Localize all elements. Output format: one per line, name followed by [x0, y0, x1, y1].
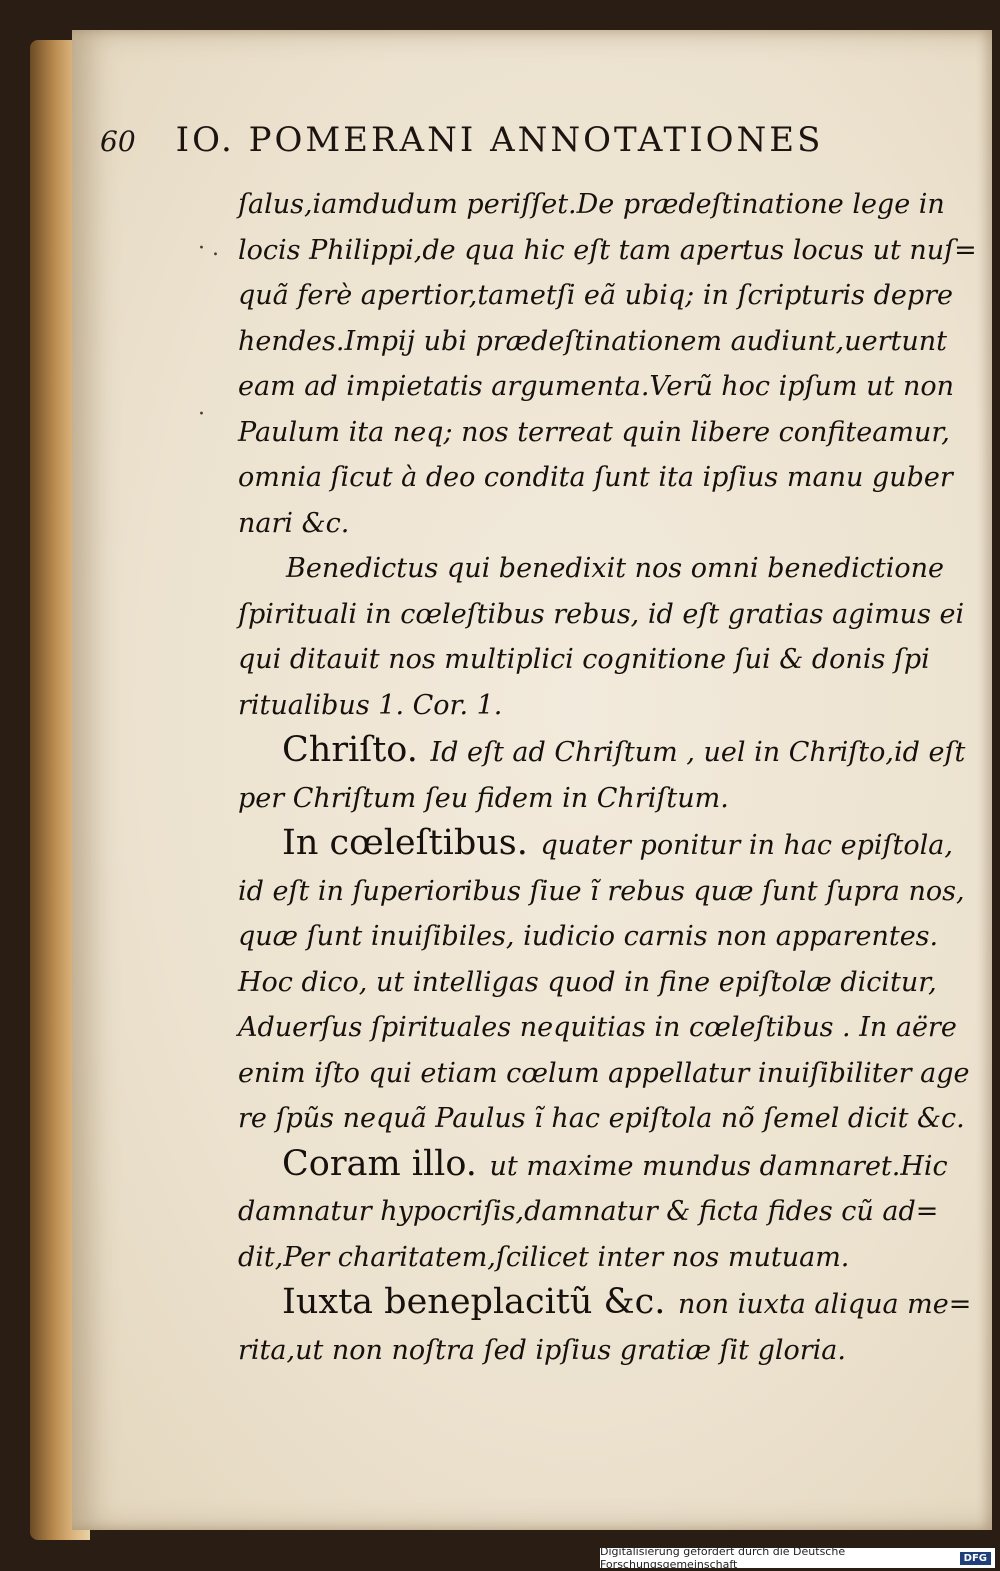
text-line: damnatur hypocriſis,damnatur & ficta fides cũ ad=: [238, 1196, 939, 1227]
text-line: Benedictus qui benedixit nos omni benedictione: [286, 553, 944, 584]
paragraph-benedictus: [238, 546, 965, 728]
text-line: ſpirituali in cœleſtibus rebus, id eſt gratias agimus ei: [238, 598, 965, 630]
lemma-line: [238, 1280, 972, 1328]
text-line: ritualibus 1. Cor. 1.: [238, 689, 503, 721]
text-line: ſalus,iamdudum periſſet.De prædeſtinatione lege in: [238, 189, 945, 220]
dfg-logo: DFG: [960, 1552, 991, 1565]
lemma-word: Iuxta beneplacitũ &c.: [282, 1282, 666, 1322]
text-line: quæ ſunt inuiſibiles, iudicio carnis non apparentes.: [238, 921, 939, 952]
text-line: Aduerſus ſpirituales nequitias in cœleſtibus . In aëre: [238, 1012, 957, 1043]
lemma-word: Coram illo.: [282, 1143, 477, 1184]
page-number: 60: [100, 125, 136, 158]
text-line: id eſt in ſuperioribus ſiue ĩ rebus quæ ſunt ſupra nos,: [238, 875, 965, 907]
text-line: Paulum ita neq; nos terreat quin libere confiteamur,: [238, 416, 950, 448]
text-line: omnia ſicut à deo condita ſunt ita ipſius manu guber: [238, 462, 953, 493]
text-line: Hoc dico, ut intelligas quod in fine epiſtolæ dicitur,: [238, 966, 937, 998]
lemma-word: Chriſto.: [282, 730, 418, 770]
text-line: per Chriſtum ſeu fidem in Chriſtum.: [238, 782, 729, 814]
text-line: eam ad impietatis argumenta.Verũ hoc ipſum ut non: [238, 371, 954, 402]
margin-mark: ·: [198, 402, 205, 427]
lemma-line: [238, 821, 953, 869]
text-span: quater ponitur in hac epiſtola,: [540, 830, 953, 861]
lemma-coram-illo: [238, 1142, 948, 1281]
text-line: qui ditauit nos multiplici cognitione ſui & donis ſpi: [238, 644, 930, 675]
lemma-line: [238, 728, 966, 776]
text-line: rita,ut non noſtra ſed ipſius gratiæ ſit gloria.: [238, 1334, 846, 1366]
running-head: [100, 120, 920, 170]
lemma-christo: [238, 728, 966, 821]
text-line: hendes.Impij ubi prædeſtinationem audiunt,uertunt: [238, 325, 947, 357]
margin-mark: · .: [198, 236, 219, 261]
text-line: nari &c.: [238, 507, 350, 539]
lemma-word: In cœleſtibus.: [282, 823, 528, 863]
lemma-iuxta-beneplacitum: [238, 1280, 972, 1373]
text-span: non iuxta aliqua me=: [678, 1289, 972, 1320]
footer-credit: Digitalisierung gefördert durch die Deutsche Forschungsgemeinschaft: [600, 1545, 846, 1571]
lemma-line: [238, 1142, 948, 1190]
text-line: enim iſto qui etiam cœlum appellatur inuiſibiliter age: [238, 1057, 970, 1089]
paragraph-predestination: [238, 182, 977, 546]
running-title: IO. POMERANI ANNOTATIONES: [175, 120, 824, 160]
text-line: dit,Per charitatem,ſcilicet inter nos mutuam.: [238, 1241, 850, 1273]
text-line: quã ferè apertior,tametſi eã ubiq; in ſcripturis depre: [238, 280, 954, 311]
lemma-in-coelestibus: [238, 821, 970, 1142]
text-span: Id eſt ad Chriſtum , uel in Chriſto,id eſt: [430, 737, 966, 768]
text-line: re ſpũs nequã Paulus ĩ hac epiſtola nõ ſemel dicit &c.: [238, 1103, 965, 1134]
body-text: [238, 182, 977, 1373]
digitization-footer: [600, 1545, 995, 1571]
text-line: locis Philippi,de qua hic eſt tam apertus locus ut nuſ=: [238, 234, 977, 266]
text-span: ut maxime mundus damnaret.Hic: [489, 1150, 948, 1182]
